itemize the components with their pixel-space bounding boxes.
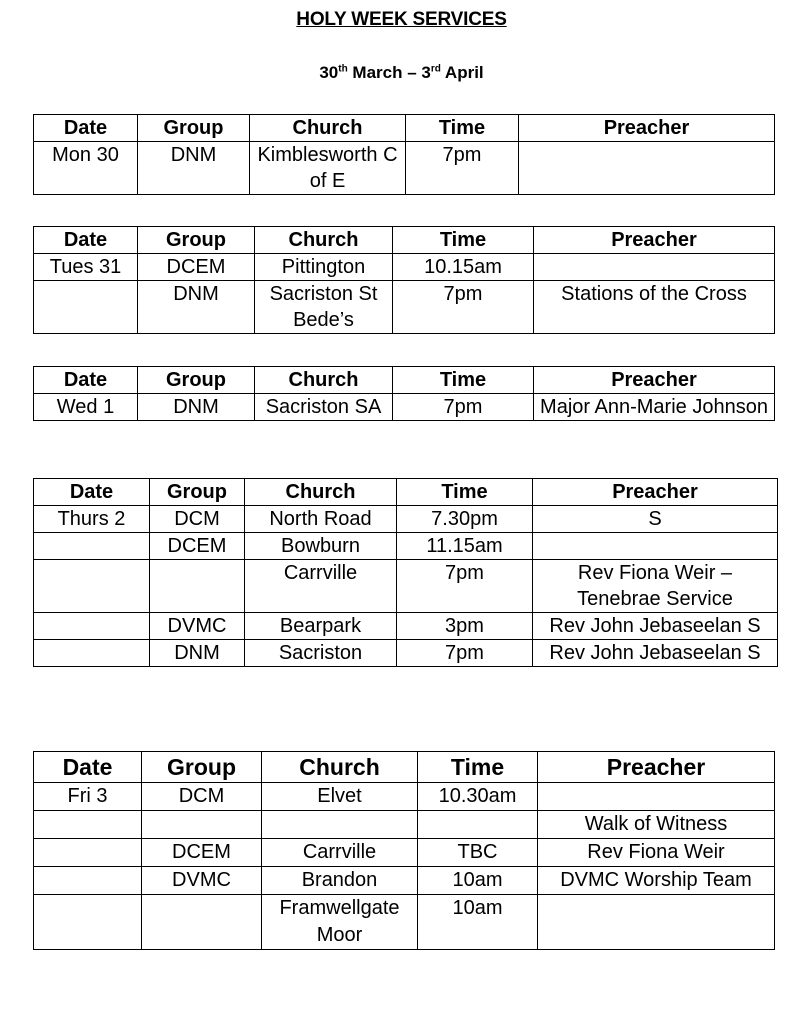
cell-preacher: Rev John Jebaseelan S: [533, 613, 778, 640]
table-row: [34, 254, 775, 281]
cell-church: Sacriston SA: [255, 394, 393, 421]
cell-date: Wed 1: [34, 394, 138, 421]
cell-church: Pittington: [255, 254, 393, 281]
cell-group: DVMC: [142, 867, 262, 895]
header-date: Date: [34, 115, 138, 142]
cell-church: Kimblesworth C of E: [250, 142, 406, 195]
table-row: [34, 811, 775, 839]
header-time: Time: [406, 115, 519, 142]
cell-group: DNM: [138, 281, 255, 334]
cell-time: 10.30am: [418, 783, 538, 811]
header-time: Time: [418, 752, 538, 783]
cell-group: DCEM: [142, 839, 262, 867]
cell-church: Framwellgate Moor: [262, 895, 418, 950]
cell-church: [262, 811, 418, 839]
cell-date: Thurs 2: [34, 506, 150, 533]
cell-church: Carrville: [245, 560, 397, 613]
cell-time: 10.15am: [393, 254, 534, 281]
header-time: Time: [393, 367, 534, 394]
table-row: [34, 783, 775, 811]
cell-group: [150, 560, 245, 613]
header-church: Church: [245, 479, 397, 506]
table-row: [34, 895, 775, 950]
cell-preacher: [533, 533, 778, 560]
cell-preacher: Rev Fiona Weir – Tenebrae Service: [533, 560, 778, 613]
cell-date: [34, 867, 142, 895]
header-date: Date: [34, 479, 150, 506]
header-preacher: Preacher: [533, 479, 778, 506]
cell-time: 11.15am: [397, 533, 533, 560]
header-time: Time: [397, 479, 533, 506]
date-range-subtitle: [0, 63, 803, 83]
date-end-suffix: rd: [430, 63, 441, 75]
cell-date: [34, 640, 150, 667]
schedule-table-friday: [33, 751, 775, 950]
cell-group: DNM: [138, 394, 255, 421]
cell-church: Bearpark: [245, 613, 397, 640]
cell-preacher: Major Ann-Marie Johnson: [534, 394, 775, 421]
header-date: Date: [34, 227, 138, 254]
page-title: HOLY WEEK SERVICES: [296, 9, 507, 30]
cell-date: [34, 839, 142, 867]
header-preacher: Preacher: [538, 752, 775, 783]
cell-time: TBC: [418, 839, 538, 867]
table-row: [34, 394, 775, 421]
cell-date: [34, 533, 150, 560]
cell-time: [418, 811, 538, 839]
header-date: Date: [34, 752, 142, 783]
table-row: [34, 281, 775, 334]
header-group: Group: [138, 227, 255, 254]
cell-group: DNM: [150, 640, 245, 667]
cell-time: 10am: [418, 867, 538, 895]
table-row: [34, 613, 778, 640]
cell-preacher: [538, 895, 775, 950]
header-church: Church: [250, 115, 406, 142]
date-start-day: 30: [319, 63, 339, 82]
header-preacher: Preacher: [519, 115, 775, 142]
cell-time: 10am: [418, 895, 538, 950]
cell-church: North Road: [245, 506, 397, 533]
date-middle: March – 3: [347, 63, 431, 82]
cell-date: [34, 811, 142, 839]
header-group: Group: [150, 479, 245, 506]
cell-preacher: Stations of the Cross: [534, 281, 775, 334]
cell-church: Carrville: [262, 839, 418, 867]
table-row: [34, 142, 775, 195]
schedule-table-wednesday: [33, 366, 775, 421]
cell-preacher: [519, 142, 775, 195]
cell-preacher: DVMC Worship Team: [538, 867, 775, 895]
cell-date: [34, 895, 142, 950]
cell-group: DCM: [142, 783, 262, 811]
header-group: Group: [142, 752, 262, 783]
cell-time: 7pm: [406, 142, 519, 195]
cell-group: [142, 895, 262, 950]
cell-church: Sacriston St Bede’s: [255, 281, 393, 334]
cell-time: 7pm: [397, 640, 533, 667]
cell-group: DCM: [150, 506, 245, 533]
table-row: [34, 640, 778, 667]
schedule-table-tuesday: [33, 226, 775, 334]
cell-preacher: S: [533, 506, 778, 533]
table-header-row: [34, 115, 775, 142]
cell-time: 3pm: [397, 613, 533, 640]
cell-church: Sacriston: [245, 640, 397, 667]
cell-date: [34, 560, 150, 613]
header-group: Group: [138, 115, 250, 142]
cell-time: 7.30pm: [397, 506, 533, 533]
table-row: [34, 560, 778, 613]
cell-group: DNM: [138, 142, 250, 195]
date-start-suffix: th: [338, 63, 348, 75]
cell-group: DVMC: [150, 613, 245, 640]
cell-time: 7pm: [393, 394, 534, 421]
header-preacher: Preacher: [534, 227, 775, 254]
cell-time: 7pm: [393, 281, 534, 334]
schedule-table-thursday: [33, 478, 778, 667]
header-group: Group: [138, 367, 255, 394]
cell-date: Tues 31: [34, 254, 138, 281]
cell-preacher: Rev Fiona Weir: [538, 839, 775, 867]
cell-time: 7pm: [397, 560, 533, 613]
cell-church: Brandon: [262, 867, 418, 895]
cell-group: [142, 811, 262, 839]
table-header-row: [34, 752, 775, 783]
table-row: [34, 506, 778, 533]
cell-date: Mon 30: [34, 142, 138, 195]
cell-group: DCEM: [138, 254, 255, 281]
cell-preacher: [538, 783, 775, 811]
cell-group: DCEM: [150, 533, 245, 560]
table-row: [34, 867, 775, 895]
cell-preacher: Walk of Witness: [538, 811, 775, 839]
cell-date: Fri 3: [34, 783, 142, 811]
cell-date: [34, 613, 150, 640]
cell-church: Bowburn: [245, 533, 397, 560]
table-row: [34, 533, 778, 560]
cell-date: [34, 281, 138, 334]
cell-church: Elvet: [262, 783, 418, 811]
header-date: Date: [34, 367, 138, 394]
table-header-row: [34, 479, 778, 506]
table-row: [34, 839, 775, 867]
header-church: Church: [255, 367, 393, 394]
header-church: Church: [262, 752, 418, 783]
header-church: Church: [255, 227, 393, 254]
table-header-row: [34, 367, 775, 394]
schedule-table-monday: [33, 114, 775, 195]
header-time: Time: [393, 227, 534, 254]
table-header-row: [34, 227, 775, 254]
cell-preacher: Rev John Jebaseelan S: [533, 640, 778, 667]
header-preacher: Preacher: [534, 367, 775, 394]
cell-preacher: [534, 254, 775, 281]
date-end-month: April: [440, 63, 484, 82]
